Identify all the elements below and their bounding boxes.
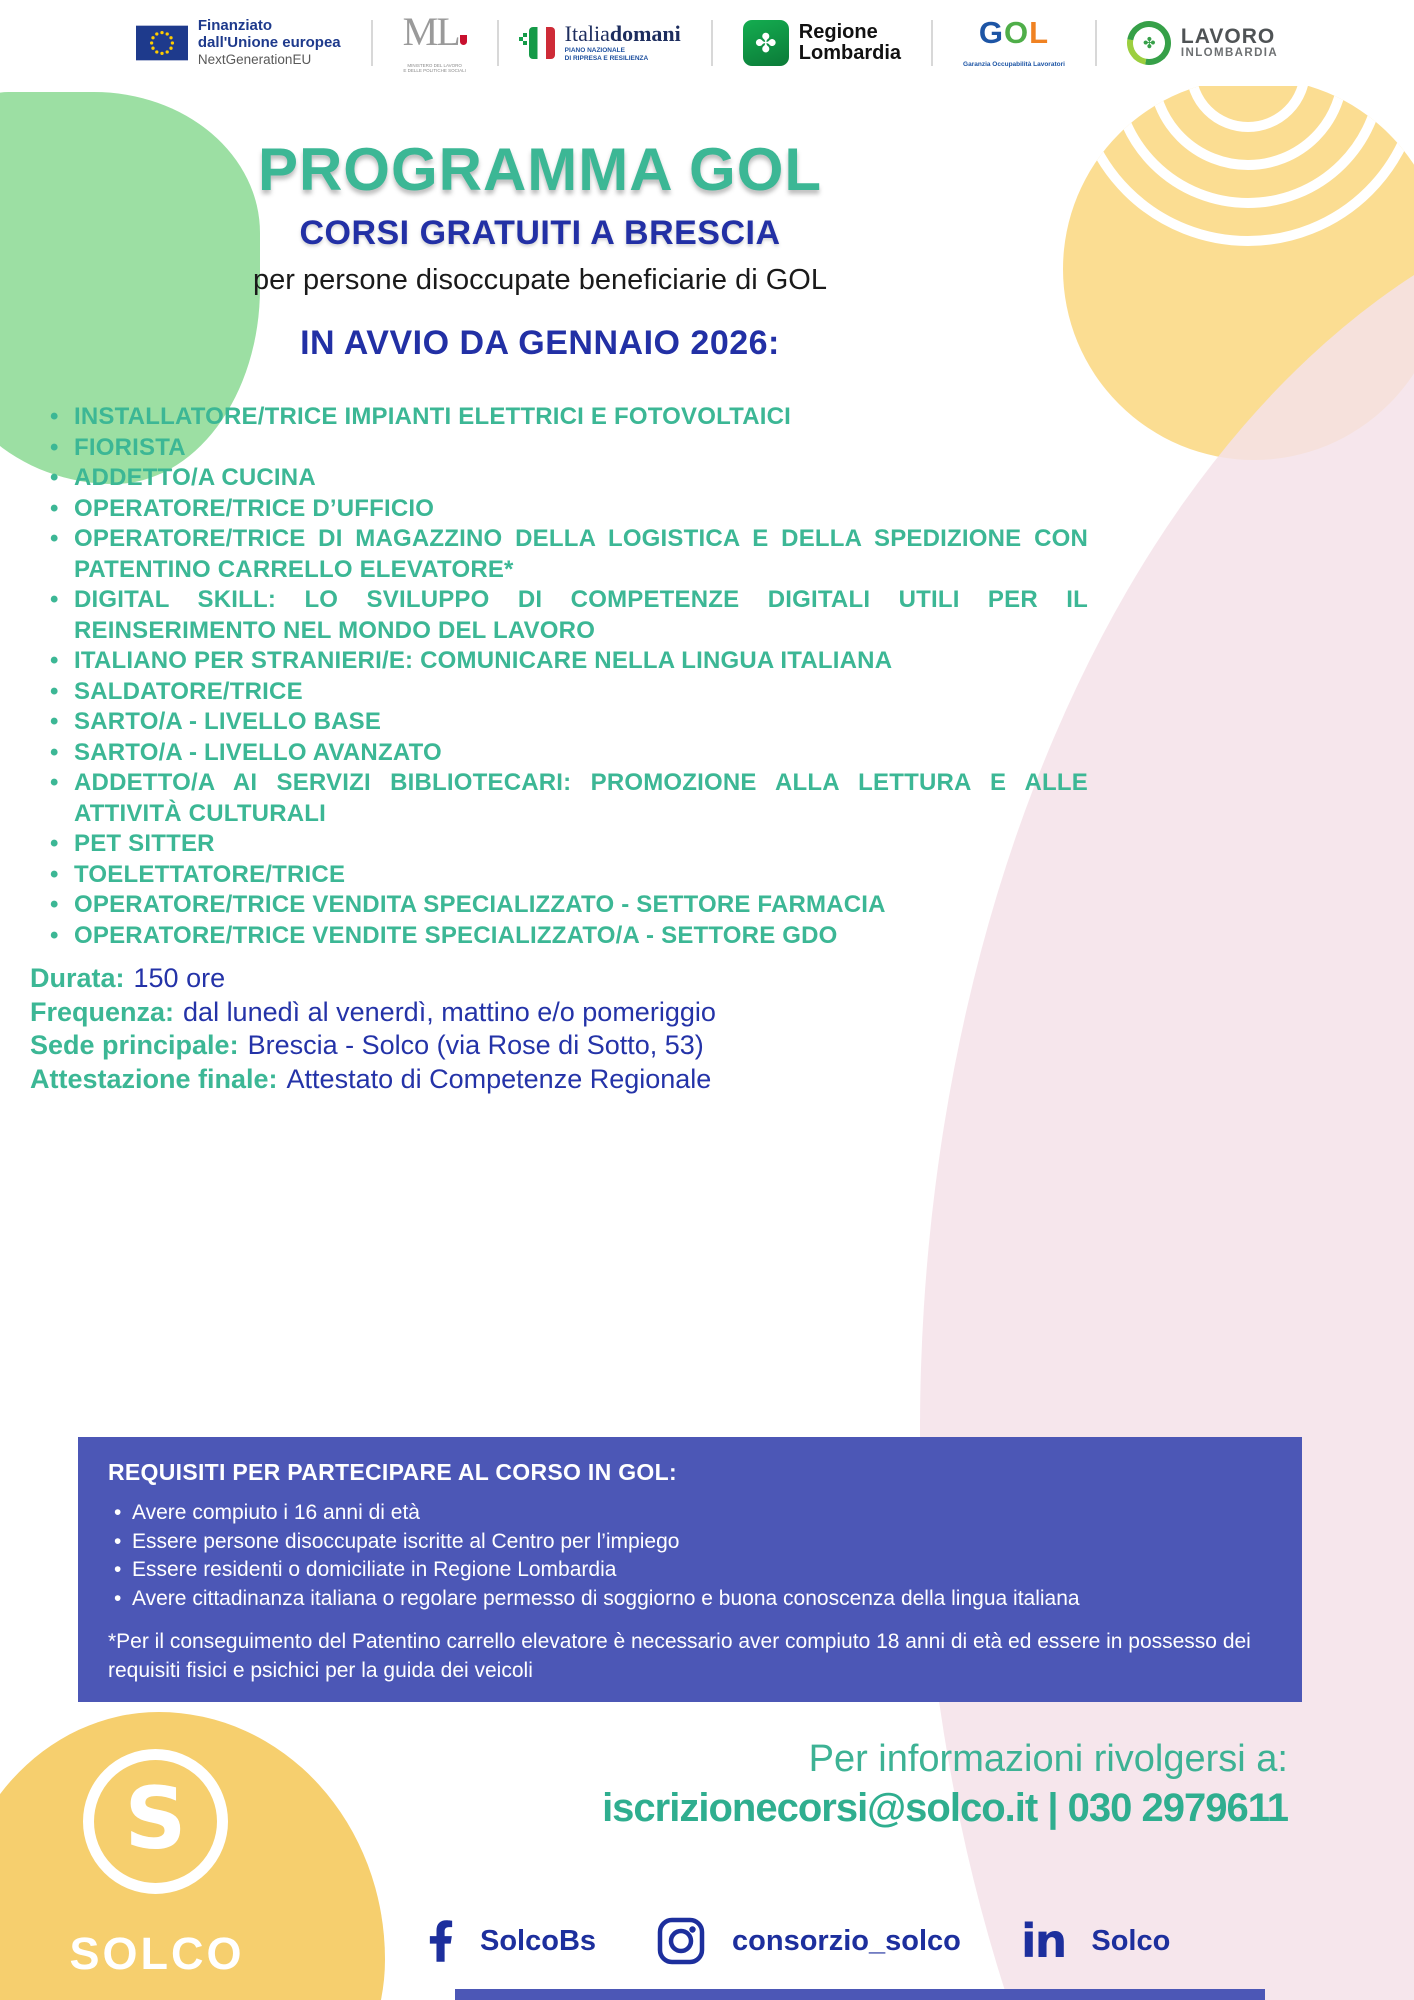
course-item: • SALDATORE/TRICE — [48, 677, 1088, 708]
gol-letter-o: O — [1004, 15, 1030, 50]
contact-section — [602, 1738, 1288, 1831]
instagram-icon — [656, 1916, 706, 1966]
ml-caption-line2: E DELLE POLITICHE SOCIALI — [403, 68, 466, 73]
detail-label: Sede principale: — [30, 1030, 239, 1060]
social-links — [428, 1916, 1170, 1966]
header-divider — [711, 20, 713, 66]
detail-value: dal lunedì al venerdì, mattino e/o pomeriggio — [183, 996, 716, 1027]
contact-email-phone[interactable]: iscrizionecorsi@solco.it | 030 2979611 — [602, 1786, 1288, 1830]
detail-row-attestazione — [30, 1063, 716, 1097]
italia-flag-icon — [529, 27, 555, 59]
course-item: • OPERATORE/TRICE VENDITE SPECIALIZZATO/A - SETTORE GDO — [48, 921, 1088, 952]
italiadomani-caption — [565, 47, 681, 63]
italiadomani-italia: Italia — [564, 21, 610, 46]
italiadomani-caption-line1: PIANO NAZIONALE — [564, 47, 625, 54]
linkedin-link[interactable] — [1020, 1914, 1171, 1968]
gol-logo — [963, 15, 1065, 68]
regione-line1: Regione — [798, 21, 878, 43]
course-item: • DIGITAL SKILL: LO SVILUPPO DI COMPETENZE DIGITALI UTILI PER IL REINSERIMENTO NEL MONDO DEL LAVORO — [48, 585, 1088, 646]
course-item: • OPERATORE/TRICE D’UFFICIO — [48, 494, 1088, 525]
detail-value: Attestato di Competenze Regionale — [286, 1063, 712, 1094]
detail-row-frequenza — [30, 996, 716, 1030]
linkedin-handle: Solco — [1091, 1924, 1171, 1957]
course-item: • FIORISTA — [48, 433, 1088, 464]
page-title: PROGRAMMA GOL — [257, 136, 823, 203]
regione-line2: Lombardia — [798, 42, 902, 64]
header-divider — [371, 20, 373, 66]
gol-letter-l: L — [1029, 15, 1050, 50]
course-item: • SARTO/A - LIVELLO BASE — [48, 707, 1088, 738]
requirement-item: • Avere compiuto i 16 anni di età — [108, 1499, 1272, 1528]
page-subtitle: CORSI GRATUITI A BRESCIA — [299, 214, 781, 252]
instagram-link[interactable] — [656, 1916, 961, 1966]
requirements-list — [108, 1499, 1272, 1613]
eu-funding-logo — [136, 17, 341, 69]
footer-blue-strip — [455, 1989, 1265, 2000]
eu-line2: dall'Unione europea — [197, 34, 341, 51]
detail-label: Frequenza: — [30, 996, 175, 1027]
lavoro-line1: LAVORO — [1180, 25, 1276, 48]
hero-section — [0, 138, 1080, 363]
italiadomani-name — [565, 23, 681, 45]
white-arc-decoration — [1072, 78, 1414, 246]
page-tagline: per persone disoccupate beneficiarie di GOL — [253, 264, 827, 296]
solco-wordmark: SOLCO — [69, 1928, 245, 1979]
detail-row-sede — [30, 1029, 716, 1063]
gol-caption: Garanzia Occupabilità Lavoratori — [963, 61, 1065, 68]
lavoro-ring-icon — [1118, 12, 1179, 73]
start-date-heading: IN AVVIO DA GENNAIO 2026: — [300, 324, 780, 362]
ml-caption — [403, 63, 466, 74]
eu-funding-text — [198, 17, 341, 69]
course-list — [48, 402, 1088, 951]
solco-ring-icon — [83, 1749, 228, 1894]
ml-monogram-icon — [402, 8, 467, 54]
gol-letters-icon — [978, 15, 1050, 50]
ml-red-accent — [460, 35, 467, 45]
course-item: • ITALIANO PER STRANIERI/E: COMUNICARE NELLA LINGUA ITALIANA — [48, 646, 1088, 677]
requirements-box — [78, 1437, 1302, 1702]
detail-value: 150 ore — [133, 963, 226, 993]
header-divider — [931, 20, 933, 66]
facebook-link[interactable] — [428, 1919, 596, 1963]
eu-line3: NextGenerationEU — [197, 52, 312, 67]
course-item: • TOELETTATORE/TRICE — [48, 860, 1088, 891]
course-item: • ADDETTO/A AI SERVIZI BIBLIOTECARI: PROMOZIONE ALLA LETTURA E ALLE ATTIVITÀ CULTURALI — [48, 768, 1088, 829]
eu-line1: Finanziato — [197, 17, 273, 34]
solco-logo-blob — [0, 1712, 385, 2000]
detail-label: Attestazione finale: — [30, 1063, 278, 1094]
lavoro-in-lombardia-logo — [1127, 21, 1278, 65]
requirement-item: • Essere persone disoccupate iscritte al Centro per l’impiego — [108, 1528, 1272, 1557]
lavoro-line2: INLOMBARDIA — [1180, 47, 1279, 59]
facebook-icon — [428, 1919, 454, 1963]
ml-letter-m: M — [402, 8, 437, 54]
gol-letter-g: G — [978, 15, 1005, 50]
requirement-item: • Essere residenti o domiciliate in Regione Lombardia — [108, 1556, 1272, 1585]
detail-label: Durata: — [30, 963, 125, 993]
ministero-lavoro-logo — [402, 8, 467, 74]
course-item: • OPERATORE/TRICE DI MAGAZZINO DELLA LOGISTICA E DELLA SPEDIZIONE CON PATENTINO CARRELLO ELEVATORE* — [48, 524, 1088, 585]
facebook-handle: SolcoBs — [480, 1924, 597, 1957]
course-list-section — [48, 402, 1088, 951]
course-details — [30, 962, 716, 1096]
italiadomani-caption-line2: DI RIPRESA E RESILIENZA — [564, 55, 649, 62]
italiadomani-domani: domani — [609, 21, 681, 46]
forklift-footnote: *Per il conseguimento del Patentino carrello elevatore è necessario aver compiuto 18 anni di età ed essere in possesso dei requisiti fisici e psichici per la guida dei veicoli — [108, 1630, 1251, 1682]
course-item: • ADDETTO/A CUCINA — [48, 463, 1088, 494]
course-item: • PET SITTER — [48, 829, 1088, 860]
header-divider — [1095, 20, 1097, 66]
course-item: • OPERATORE/TRICE VENDITA SPECIALIZZATO - SETTORE FARMACIA — [48, 890, 1088, 921]
regione-lombardia-logo — [743, 20, 901, 66]
linkedin-icon: in — [1020, 1914, 1066, 1968]
regione-lombardia-text — [799, 22, 901, 64]
header-divider — [497, 20, 499, 66]
solco-monogram: S — [124, 1768, 187, 1869]
eu-flag-icon — [136, 25, 188, 61]
lavoro-text — [1181, 26, 1278, 60]
detail-value: Brescia - Solco (via Rose di Sotto, 53) — [247, 1030, 704, 1060]
ml-caption-line1: MINISTERO DEL LAVORO — [407, 62, 462, 68]
italiadomani-logo — [529, 23, 681, 63]
requirements-title: REQUISITI PER PARTECIPARE AL CORSO IN GOL: — [108, 1459, 677, 1485]
detail-row-durata — [30, 962, 716, 996]
italiadomani-text — [565, 23, 681, 63]
requirement-item: • Avere cittadinanza italiana o regolare permesso di soggiorno e buona conoscenza della lingua italiana — [108, 1585, 1272, 1614]
ml-letter-l: L — [436, 8, 459, 54]
course-item: • INSTALLATORE/TRICE IMPIANTI ELETTRICI E FOTOVOLTAICI — [48, 402, 1088, 433]
instagram-handle: consorzio_solco — [732, 1924, 961, 1957]
rosa-camuna-icon — [743, 20, 789, 66]
logo-header — [0, 0, 1414, 86]
contact-intro: Per informazioni rivolgersi a: — [808, 1738, 1288, 1780]
course-item: • SARTO/A - LIVELLO AVANZATO — [48, 738, 1088, 769]
